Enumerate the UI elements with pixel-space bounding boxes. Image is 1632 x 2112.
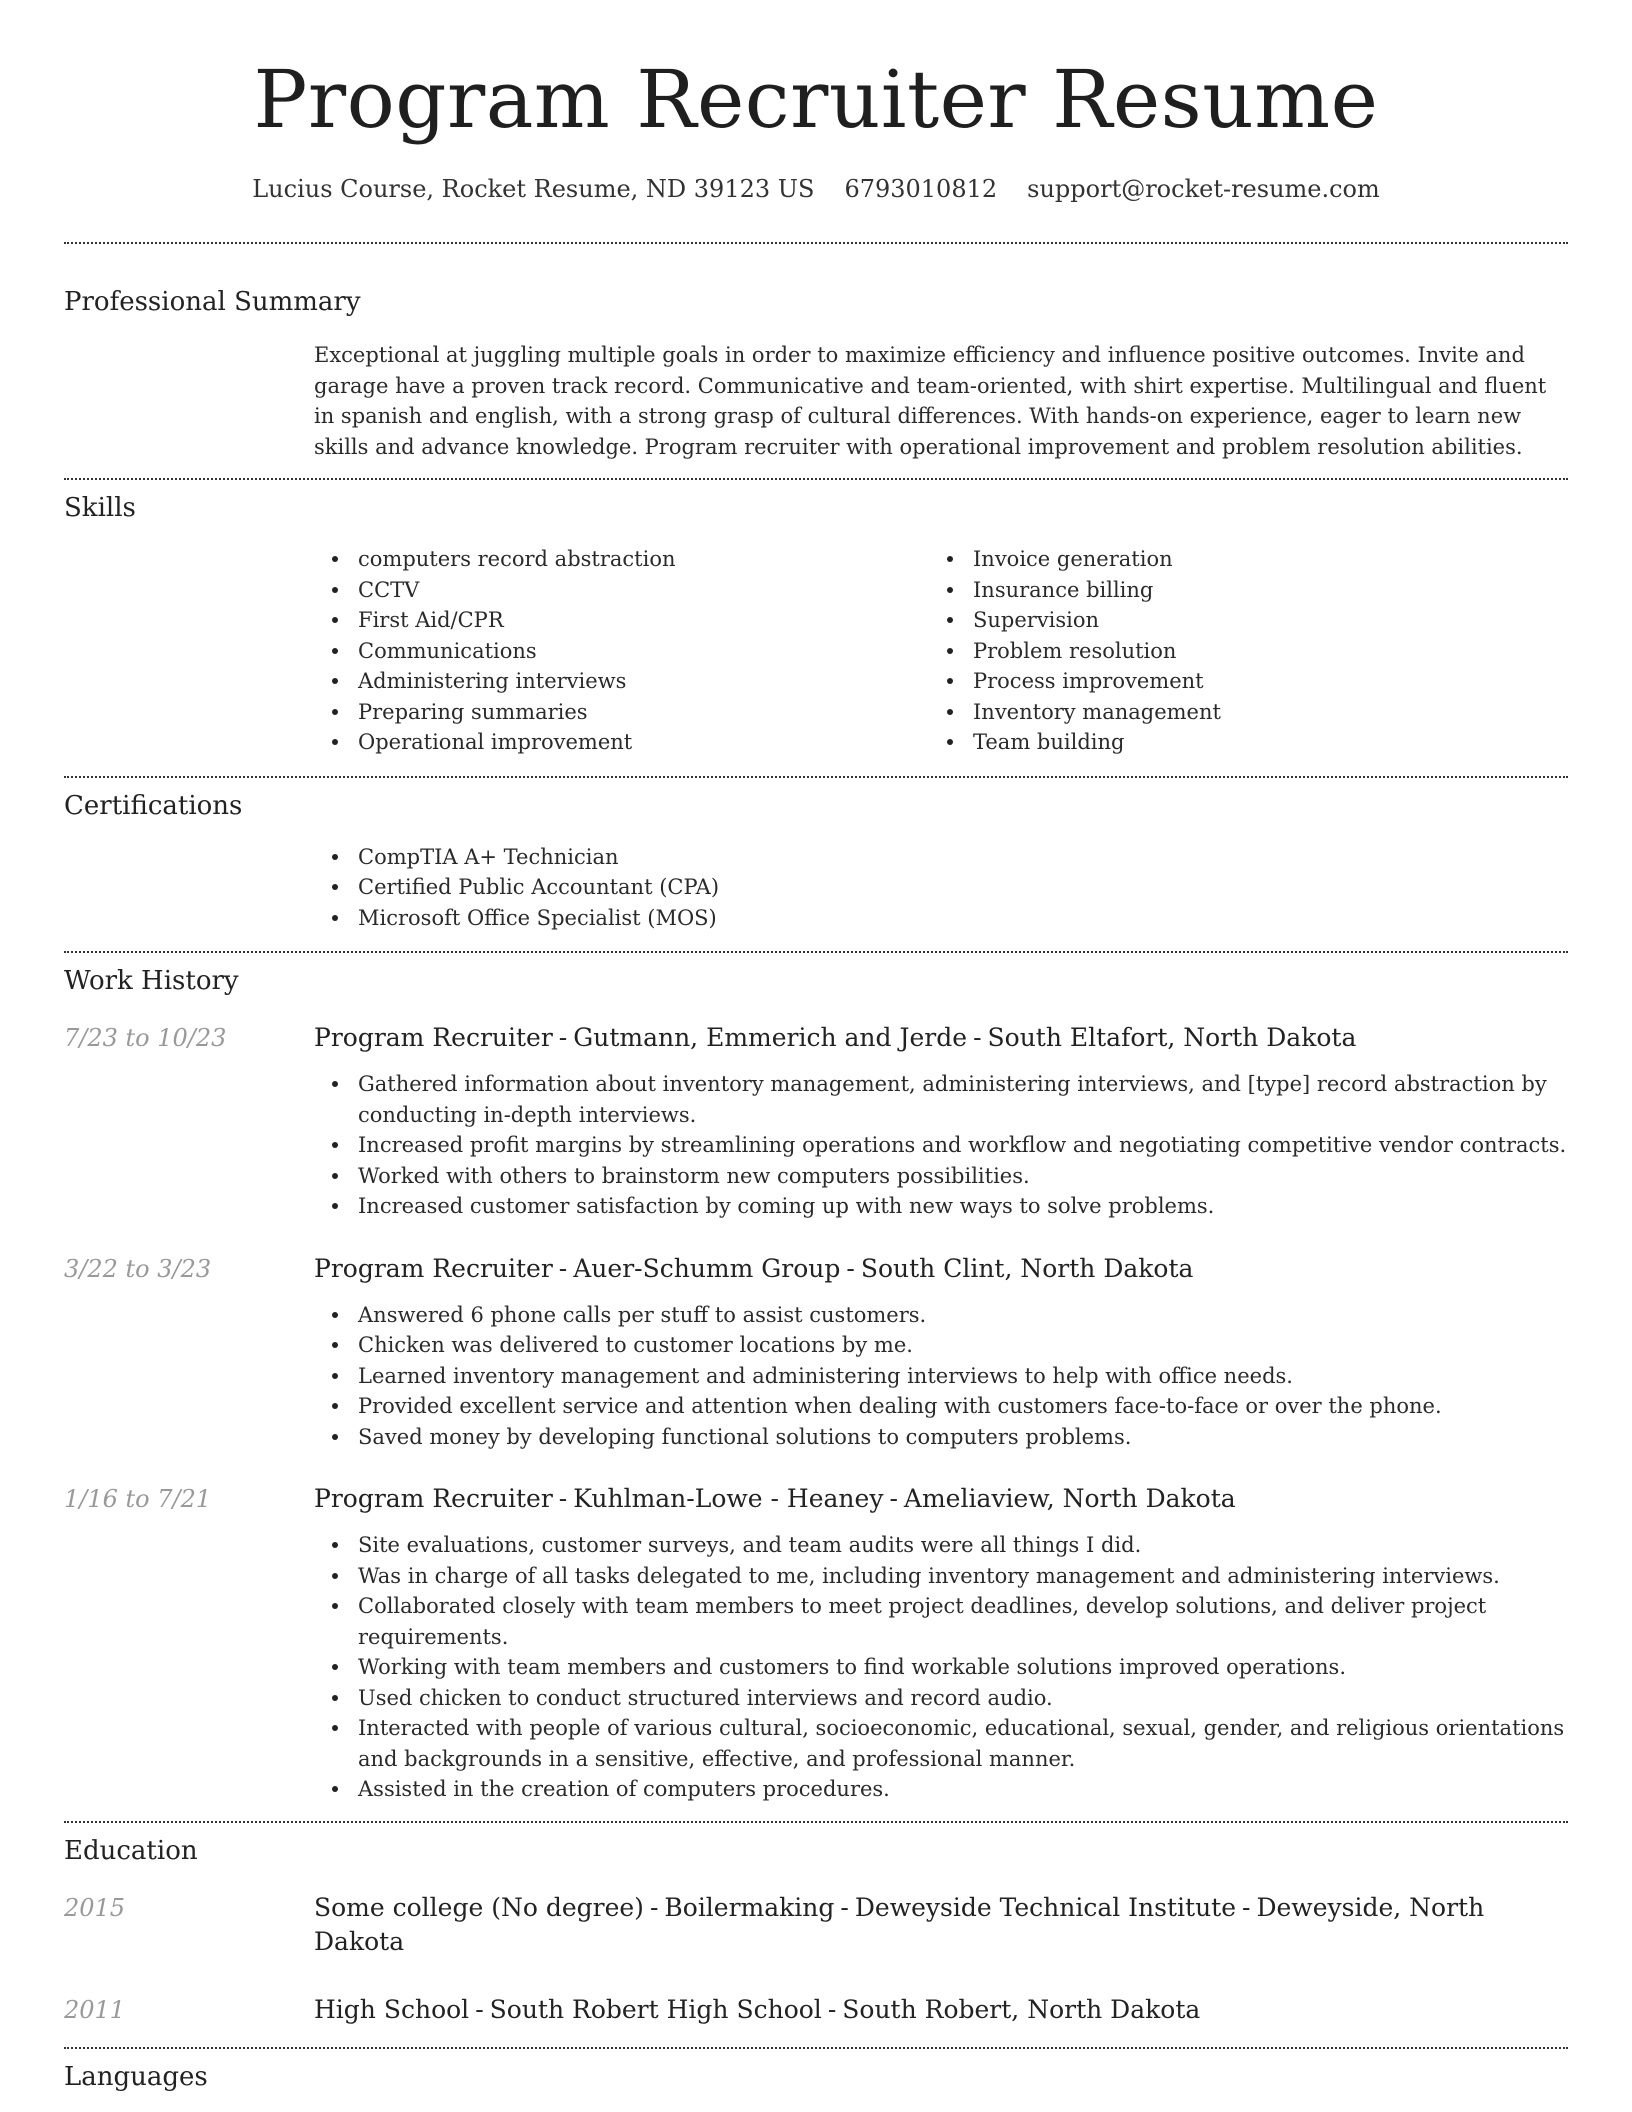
- languages-heading: Languages: [64, 2061, 208, 2092]
- contact-email: support@rocket-resume.com: [1027, 175, 1380, 203]
- education-location: South Robert, North Dakota: [842, 1994, 1201, 2024]
- education-school: South Robert High School: [489, 1994, 822, 2024]
- job-duty: Learned inventory management and administering interviews to help with office needs.: [314, 1361, 1568, 1392]
- education-entry: [64, 1891, 1568, 1959]
- section-divider: [64, 776, 1568, 778]
- job-dates: 7/23 to 10/23: [64, 1024, 227, 1052]
- education-year: 2011: [64, 1995, 126, 2024]
- education-degree: High School: [314, 1994, 470, 2024]
- job-title: Program Recruiter: [314, 1023, 553, 1052]
- education-entry: [64, 1993, 1568, 2027]
- job-duty: Increased customer satisfaction by coming up with new ways to solve problems.: [314, 1191, 1568, 1222]
- certifications-heading: Certifications: [64, 790, 243, 821]
- education-year: 2015: [64, 1893, 126, 1922]
- summary-text: Exceptional at juggling multiple goals in order to maximize efficiency and influence positive outcomes. Invite and garage have a proven track record. Communicative and team-oriented, with shirt expertise. Multilingual and fluent in spanish and english, with a strong grasp of cultural differences. With hands-on experience, eager to learn new skills and advance knowledge. Program recruiter with operational improvement and problem resolution abilities.: [314, 343, 1547, 459]
- work-history-heading: Work History: [64, 966, 239, 996]
- section-divider: [64, 1821, 1568, 1823]
- contact-phone: 6793010812: [844, 175, 998, 203]
- job-location: Ameliaview, North Dakota: [903, 1484, 1236, 1513]
- job-company: Gutmann, Emmerich and Jerde: [573, 1023, 968, 1052]
- certification-item: Microsoft Office Specialist (MOS): [314, 903, 1568, 934]
- job-duties: [314, 1069, 1568, 1222]
- job-duty: Was in charge of all tasks delegated to me, including inventory management and administering interviews.: [314, 1561, 1568, 1592]
- skill-item: Communications: [314, 636, 929, 667]
- skills-column-left: [314, 544, 929, 758]
- job-duty: Chicken was delivered to customer locations by me.: [314, 1330, 1568, 1361]
- section-divider: [64, 951, 1568, 953]
- skill-item: Administering interviews: [314, 666, 929, 697]
- job-title: Program Recruiter: [314, 1253, 553, 1283]
- skill-item: Insurance billing: [929, 575, 1544, 606]
- section-divider: [64, 242, 1568, 244]
- certification-item: CompTIA A+ Technician: [314, 842, 1568, 873]
- skill-item: Process improvement: [929, 666, 1544, 697]
- job-entry: [64, 1482, 1568, 1805]
- job-duty: Assisted in the creation of computers procedures.: [314, 1774, 1568, 1805]
- job-duty: Collaborated closely with team members to meet project deadlines, develop solutions, and deliver project requirements.: [314, 1591, 1568, 1652]
- skill-item: Operational improvement: [314, 727, 929, 758]
- job-duty: Interacted with people of various cultural, socioeconomic, educational, sexual, gender, and religious orientations and backgrounds in a sensitive, effective, and professional manner.: [314, 1713, 1568, 1774]
- skill-item: Team building: [929, 727, 1544, 758]
- education-line: Some college (No degree) - Boilermaking - Deweyside Technical Institute - Deweyside, North Dakota: [314, 1892, 1485, 1956]
- job-title-line: Program Recruiter - Auer-Schumm Group - South Clint, North Dakota: [314, 1253, 1194, 1283]
- contact-address: Lucius Course, Rocket Resume, ND 39123 US: [252, 175, 815, 203]
- job-duty: Worked with others to brainstorm new computers possibilities.: [314, 1161, 1568, 1192]
- contact-line: [64, 172, 1568, 206]
- job-dates: 1/16 to 7/21: [64, 1485, 212, 1513]
- skill-item: Problem resolution: [929, 636, 1544, 667]
- summary-heading: Professional Summary: [64, 287, 361, 317]
- resume-title: Program Recruiter Resume: [253, 53, 1379, 146]
- job-company: Kuhlman-Lowe - Heaney: [573, 1484, 884, 1513]
- job-entry: [64, 1252, 1568, 1453]
- skill-item: First Aid/CPR: [314, 605, 929, 636]
- job-duty: Used chicken to conduct structured interviews and record audio.: [314, 1683, 1568, 1714]
- skills-list: [314, 544, 1568, 758]
- education-line: High School - South Robert High School - South Robert, North Dakota: [314, 1994, 1201, 2024]
- job-duty: Gathered information about inventory management, administering interviews, and [type] record abstraction by conducting in-depth interviews.: [314, 1069, 1568, 1130]
- section-divider: [64, 2047, 1568, 2049]
- job-duty: Working with team members and customers to find workable solutions improved operations.: [314, 1652, 1568, 1683]
- job-duties: [314, 1300, 1568, 1453]
- certifications-list: [314, 842, 1568, 934]
- skill-item: Inventory management: [929, 697, 1544, 728]
- skill-item: computers record abstraction: [314, 544, 929, 575]
- education-location: Deweyside, North Dakota: [314, 1892, 1485, 1956]
- job-duty: Site evaluations, customer surveys, and team audits were all things I did.: [314, 1530, 1568, 1561]
- education-field: Boilermaking: [664, 1892, 835, 1922]
- job-title-line: Program Recruiter - Kuhlman-Lowe - Heaney - Ameliaview, North Dakota: [314, 1484, 1236, 1513]
- education-degree: Some college (No degree): [314, 1892, 644, 1922]
- job-location: South Clint, North Dakota: [860, 1253, 1194, 1283]
- skill-item: CCTV: [314, 575, 929, 606]
- job-entry: [64, 1021, 1568, 1222]
- job-duty: Saved money by developing functional solutions to computers problems.: [314, 1422, 1568, 1453]
- education-school: Deweyside Technical Institute: [854, 1892, 1237, 1922]
- job-location: South Eltafort, North Dakota: [987, 1023, 1357, 1052]
- skills-column-right: [929, 544, 1544, 758]
- job-title-line: Program Recruiter - Gutmann, Emmerich and Jerde - South Eltafort, North Dakota: [314, 1023, 1357, 1052]
- skills-heading: Skills: [64, 493, 136, 523]
- resume-page: [64, 0, 1568, 2095]
- education-heading: Education: [64, 1835, 198, 1866]
- skill-item: Supervision: [929, 605, 1544, 636]
- job-duty: Provided excellent service and attention when dealing with customers face-to-face or over the phone.: [314, 1391, 1568, 1422]
- certification-item: Certified Public Accountant (CPA): [314, 872, 1568, 903]
- section-divider: [64, 478, 1568, 480]
- job-title: Program Recruiter: [314, 1484, 553, 1513]
- job-duty: Answered 6 phone calls per stuff to assist customers.: [314, 1300, 1568, 1331]
- job-dates: 3/22 to 3/23: [64, 1254, 212, 1283]
- job-duties: [314, 1530, 1568, 1805]
- job-company: Auer-Schumm Group: [573, 1253, 841, 1283]
- job-duty: Increased profit margins by streamlining operations and workflow and negotiating competitive vendor contracts.: [314, 1130, 1568, 1161]
- skill-item: Preparing summaries: [314, 697, 929, 728]
- skill-item: Invoice generation: [929, 544, 1544, 575]
